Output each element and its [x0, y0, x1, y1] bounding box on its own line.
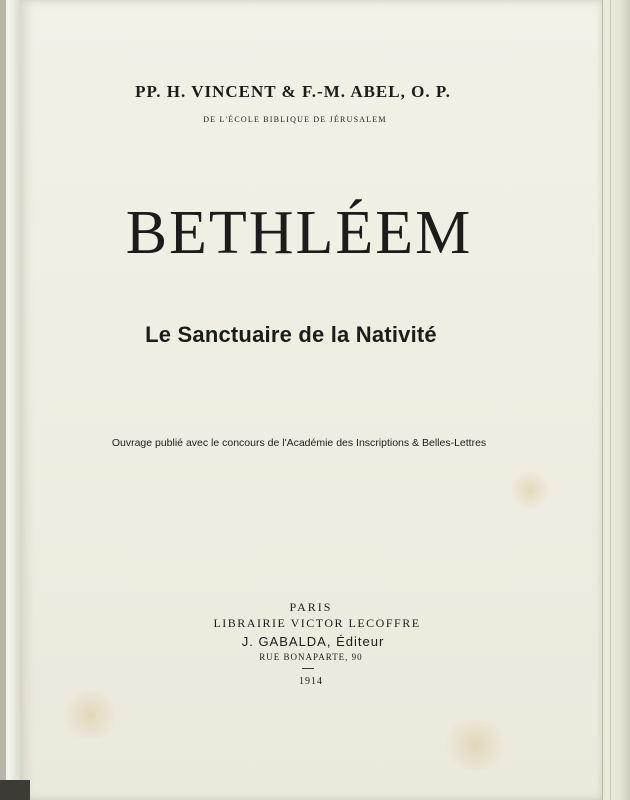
authors: PP. H. VINCENT & F.-M. ABEL, O. P. [135, 82, 451, 101]
imprint-year: 1914 [299, 676, 323, 687]
imprint-divider [302, 668, 314, 669]
publication-note: Ouvrage publié avec le concours de l'Académie des Inscriptions & Belles-Lettres [111, 437, 487, 449]
title-page [20, 0, 602, 800]
imprint-address: RUE BONAPARTE, 90 [259, 652, 363, 662]
foxing-stain [60, 690, 120, 740]
imprint-bookseller: LIBRAIRIE VICTOR LECOFFRE [213, 616, 421, 630]
imprint-publisher: J. GABALDA, Éditeur [241, 634, 385, 649]
book-title: BETHLÉEM [125, 199, 473, 267]
foxing-stain [510, 470, 550, 510]
book-subtitle: Le Sanctuaire de la Nativité [145, 322, 437, 347]
corner-shadow [0, 780, 30, 800]
imprint-city: PARIS [289, 600, 333, 614]
foxing-stain [440, 720, 510, 770]
affiliation: DE L'ÉCOLE BIBLIQUE DE JÉRUSALEM [203, 115, 387, 124]
